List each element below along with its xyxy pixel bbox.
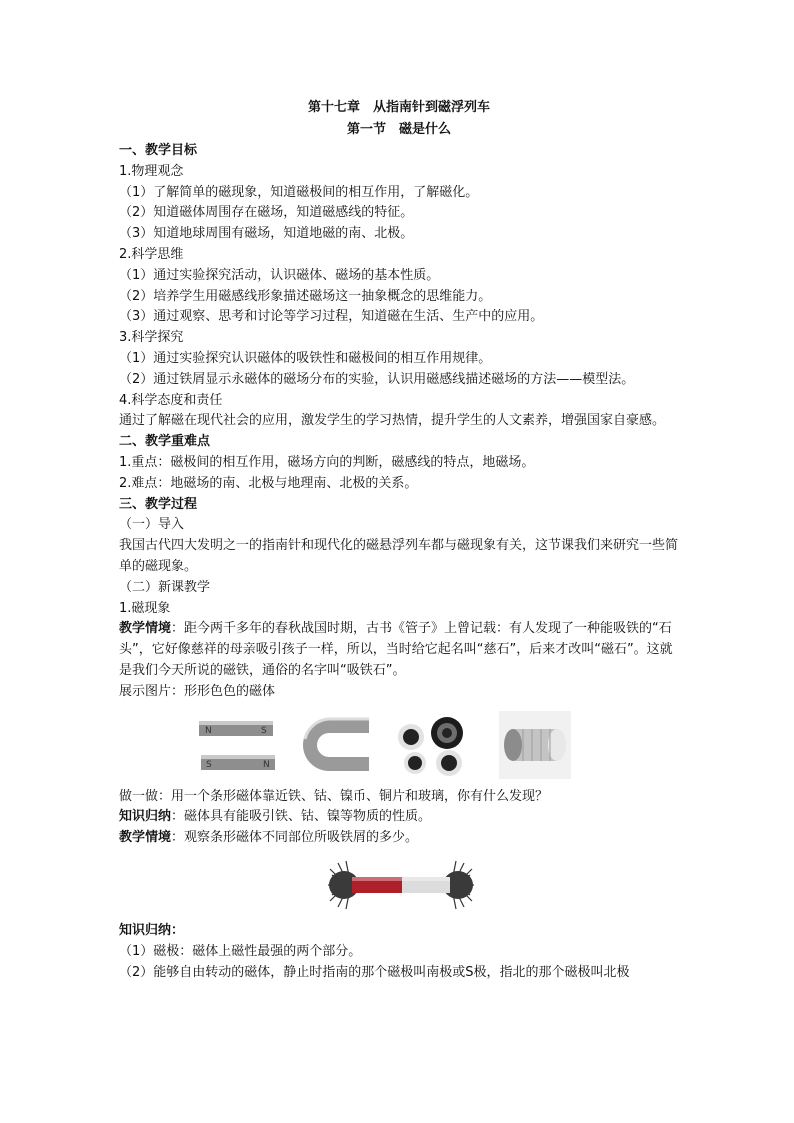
s-letter: S (261, 725, 267, 736)
paragraph: 我国古代四大发明之一的指南针和现代化的磁悬浮列车都与磁现象有关，这节课我们来研究一些简单的磁现象。 (119, 538, 679, 574)
heading-objectives: 一、教学目标 (119, 143, 198, 158)
section-title: 第一节 磁是什么 (346, 122, 451, 137)
heading-key-points: 二、教学重难点 (119, 434, 211, 450)
sub-thinking: 2.科学思维 (119, 246, 184, 262)
line: （2）能够自由转动的磁体，静止时指南的那个磁极叫南极或S极，指北的那个磁极叫北极 (119, 964, 630, 980)
text: ：距今两千多年的春秋战国时期，古书《管子》上曾记载：有人发现了一种能吸铁的“石头”，它好像慈祥的母亲吸引孩子一样，所以，当时给它起名叫“慈石”，后来才改叫“磁石”。这就是我们今天所说的磁铁，通俗的名字叫“吸铁石”。 (119, 621, 673, 678)
bar-magnets-image (197, 711, 277, 779)
n-letter: N (205, 725, 212, 736)
line: （2）知道磁体周围存在磁场，知道磁感线的特征。 (119, 205, 414, 221)
disc-magnets-image (499, 711, 571, 779)
text: ：观察条形磁体不同部位所吸铁屑的多少。 (171, 830, 419, 846)
line: （3）通过观察、思考和讨论等学习过程，知道磁在生活、生产中的应用。 (119, 309, 544, 325)
line-situation (119, 828, 679, 849)
u-magnet-image (291, 711, 371, 779)
iron-filings-figure (326, 857, 679, 913)
line: 做一做：用一个条形磁体靠近铁、钴、镍币、铜片和玻璃，你有什么发现？ (119, 788, 549, 804)
chapter-title: 第十七章 从指南针到磁浮列车 (307, 100, 490, 115)
label: 教学情境 (119, 621, 172, 637)
line: 展示图片：形形色色的磁体 (119, 683, 276, 699)
sub-magnetism: 1.磁现象 (119, 600, 171, 616)
magnet-figures (197, 709, 679, 781)
sub-physics: 1.物理观念 (119, 163, 184, 179)
paragraph-situation (119, 619, 679, 681)
s-letter: S (206, 759, 212, 770)
line: （2）培养学生用磁感线形象描述磁场这一抽象概念的思维能力。 (119, 288, 492, 304)
paragraph: 通过了解磁在现代社会的应用，激发学生的学习热情，提升学生的人文素养，增强国家自豪感。 (119, 413, 666, 429)
text: ：磁体具有能吸引铁、钴、镍等物质的性质。 (171, 809, 432, 825)
line-summary (119, 807, 679, 828)
sub-intro: （一）导入 (119, 517, 185, 533)
line: （1）通过实验探究活动，认识磁体、磁场的基本性质。 (119, 267, 440, 283)
heading-process: 三、教学过程 (119, 496, 198, 512)
summary-title: 知识归纳： (119, 922, 185, 938)
line: （1）了解简单的磁现象，知道磁极间的相互作用，了解磁化。 (119, 184, 479, 200)
label: 教学情境 (119, 830, 172, 846)
sub-new-lesson: （二）新课教学 (119, 579, 211, 595)
line: （2）通过铁屑显示永磁体的磁场分布的实验，认识用磁感线描述磁场的方法——模型法。 (119, 371, 635, 387)
label: 知识归纳 (119, 809, 172, 825)
sub-attitude: 4.科学态度和责任 (119, 392, 223, 408)
line: （3）知道地球周围有磁场，知道地磁的南、北极。 (119, 226, 414, 242)
line: 1.重点：磁极间的相互作用，磁场方向的判断，磁感线的特点，地磁场。 (119, 454, 535, 470)
iron-filings-image (326, 857, 476, 913)
line: （1）通过实验探究认识磁体的吸铁性和磁极间的相互作用规律。 (119, 350, 492, 366)
n-letter: N (263, 759, 270, 770)
line: 2.难点：地磁场的南、北极与地理南、北极的关系。 (119, 475, 418, 491)
document-content (119, 97, 679, 983)
sub-inquiry: 3.科学探究 (119, 330, 184, 346)
line: （1）磁极：磁体上磁性最强的两个部分。 (119, 943, 362, 959)
button-magnets-image (385, 711, 485, 779)
